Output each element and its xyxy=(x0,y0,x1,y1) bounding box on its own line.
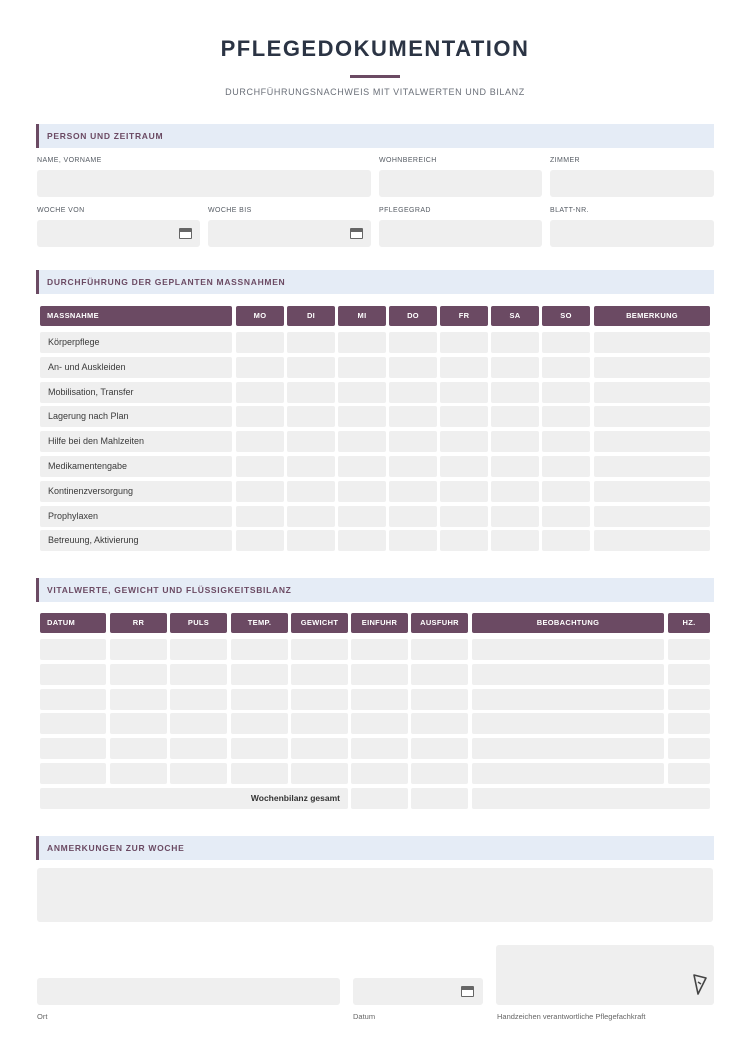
col-header-sa: SA xyxy=(491,306,539,326)
massnahme-cell[interactable] xyxy=(440,406,488,427)
massnahme-cell[interactable] xyxy=(338,456,386,477)
massnahme-name: Körperpflege xyxy=(40,332,232,353)
massnahme-cell[interactable] xyxy=(594,431,710,452)
vital-cell[interactable] xyxy=(231,639,288,660)
vital-cell[interactable] xyxy=(472,713,664,734)
vital-cell[interactable] xyxy=(110,763,167,784)
calendar-icon[interactable] xyxy=(179,228,192,239)
vital-cell[interactable] xyxy=(351,664,408,685)
massnahme-cell[interactable] xyxy=(389,481,437,502)
massnahme-cell[interactable] xyxy=(389,406,437,427)
massnahme-cell[interactable] xyxy=(287,481,335,502)
massnahme-cell[interactable] xyxy=(440,530,488,551)
beobachtung-total-cell[interactable] xyxy=(472,788,710,809)
page-subtitle: DURCHFÜHRUNGSNACHWEIS MIT VITALWERTEN UND BILANZ xyxy=(225,87,525,97)
vital-cell[interactable] xyxy=(411,713,468,734)
vitalwerte-table xyxy=(0,613,750,813)
massnahme-cell[interactable] xyxy=(440,332,488,353)
massnahme-cell[interactable] xyxy=(542,332,590,353)
massnahme-cell[interactable] xyxy=(491,431,539,452)
massnahme-cell[interactable] xyxy=(491,506,539,527)
col-header-beobachtung: BEOBACHTUNG xyxy=(472,613,664,633)
vital-cell[interactable] xyxy=(351,639,408,660)
massnahme-cell[interactable] xyxy=(440,382,488,403)
massnahme-cell[interactable] xyxy=(542,357,590,378)
massnahme-cell[interactable] xyxy=(236,481,284,502)
vital-cell[interactable] xyxy=(170,639,227,660)
massnahme-cell[interactable] xyxy=(236,530,284,551)
section-anmerkungen xyxy=(36,836,714,860)
vital-cell[interactable] xyxy=(668,738,710,759)
massnahme-name: Hilfe bei den Mahlzeiten xyxy=(40,431,232,452)
wochenbilanz-label: Wochenbilanz gesamt xyxy=(40,788,348,809)
vital-cell[interactable] xyxy=(40,763,106,784)
massnahme-cell[interactable] xyxy=(542,530,590,551)
vital-cell[interactable] xyxy=(351,689,408,710)
vital-cell[interactable] xyxy=(472,639,664,660)
anmerkungen-field[interactable] xyxy=(37,868,713,922)
massnahme-cell[interactable] xyxy=(287,506,335,527)
massnahme-cell[interactable] xyxy=(594,456,710,477)
vital-cell[interactable] xyxy=(40,689,106,710)
vital-cell[interactable] xyxy=(291,689,348,710)
vital-cell[interactable] xyxy=(231,689,288,710)
massnahme-cell[interactable] xyxy=(236,431,284,452)
massnahme-cell[interactable] xyxy=(594,382,710,403)
massnahme-cell[interactable] xyxy=(594,481,710,502)
massnahme-cell[interactable] xyxy=(594,357,710,378)
massnahme-cell[interactable] xyxy=(594,332,710,353)
vital-cell[interactable] xyxy=(170,738,227,759)
blatt-field[interactable] xyxy=(550,220,714,247)
massnahme-cell[interactable] xyxy=(491,481,539,502)
woche-bis-field[interactable] xyxy=(208,220,371,247)
massnahme-cell[interactable] xyxy=(236,456,284,477)
vital-cell[interactable] xyxy=(231,664,288,685)
col-header-do: DO xyxy=(389,306,437,326)
vital-cell[interactable] xyxy=(170,763,227,784)
massnahme-cell[interactable] xyxy=(491,456,539,477)
woche-bis-label: WOCHE BIS xyxy=(208,207,252,214)
vital-cell[interactable] xyxy=(110,738,167,759)
col-header-datum: DATUM xyxy=(40,613,106,633)
massnahme-cell[interactable] xyxy=(287,431,335,452)
calendar-icon[interactable] xyxy=(350,228,363,239)
massnahme-cell[interactable] xyxy=(389,456,437,477)
woche-von-label: WOCHE VON xyxy=(37,207,85,214)
col-header-rr: RR xyxy=(110,613,167,633)
massnahme-cell[interactable] xyxy=(491,530,539,551)
blatt-label: BLATT-NR. xyxy=(550,207,589,214)
col-header-temp: TEMP. xyxy=(231,613,288,633)
vital-cell[interactable] xyxy=(668,664,710,685)
col-header-gewicht: GEWICHT xyxy=(291,613,348,633)
massnahme-name: Betreuung, Aktivierung xyxy=(40,530,232,551)
massnahme-cell[interactable] xyxy=(338,481,386,502)
vital-cell[interactable] xyxy=(110,689,167,710)
vital-cell[interactable] xyxy=(110,664,167,685)
massnahme-cell[interactable] xyxy=(338,382,386,403)
vital-cell[interactable] xyxy=(351,713,408,734)
massnahme-cell[interactable] xyxy=(440,456,488,477)
vital-cell[interactable] xyxy=(411,763,468,784)
vital-cell[interactable] xyxy=(110,639,167,660)
vital-cell[interactable] xyxy=(411,689,468,710)
massnahme-cell[interactable] xyxy=(287,357,335,378)
name-label: NAME, VORNAME xyxy=(37,157,102,164)
vital-cell[interactable] xyxy=(40,639,106,660)
col-header-fr: FR xyxy=(440,306,488,326)
massnahme-name: Medikamentengabe xyxy=(40,456,232,477)
col-header-di: DI xyxy=(287,306,335,326)
section-massnahmen xyxy=(36,270,714,294)
vital-cell[interactable] xyxy=(472,738,664,759)
massnahme-cell[interactable] xyxy=(236,357,284,378)
vital-cell[interactable] xyxy=(291,763,348,784)
vital-cell[interactable] xyxy=(668,763,710,784)
massnahme-cell[interactable] xyxy=(440,506,488,527)
massnahme-cell[interactable] xyxy=(542,406,590,427)
massnahme-cell[interactable] xyxy=(287,406,335,427)
section-massnahmen-title: DURCHFÜHRUNG DER GEPLANTEN MASSNAHMEN xyxy=(47,277,286,287)
zimmer-label: ZIMMER xyxy=(550,157,581,164)
vital-cell[interactable] xyxy=(668,689,710,710)
vital-cell[interactable] xyxy=(411,738,468,759)
massnahme-cell[interactable] xyxy=(338,506,386,527)
massnahme-cell[interactable] xyxy=(236,332,284,353)
signature-label: Handzeichen verantwortliche Pflegefachkraft xyxy=(497,1012,646,1021)
massnahme-cell[interactable] xyxy=(338,406,386,427)
massnahme-cell[interactable] xyxy=(491,382,539,403)
massnahme-cell[interactable] xyxy=(287,530,335,551)
section-anmerkungen-title: ANMERKUNGEN ZUR WOCHE xyxy=(47,843,185,853)
datum-field[interactable] xyxy=(353,978,483,1005)
vital-cell[interactable] xyxy=(40,738,106,759)
massnahme-cell[interactable] xyxy=(542,456,590,477)
massnahme-cell[interactable] xyxy=(287,382,335,403)
massnahmen-table xyxy=(0,306,750,556)
vital-cell[interactable] xyxy=(351,738,408,759)
massnahme-cell[interactable] xyxy=(236,506,284,527)
vital-cell[interactable] xyxy=(668,639,710,660)
massnahme-cell[interactable] xyxy=(542,506,590,527)
col-header-so: SO xyxy=(542,306,590,326)
massnahme-cell[interactable] xyxy=(287,332,335,353)
section-person xyxy=(36,124,714,148)
col-header-ausfuhr: AUSFUHR xyxy=(411,613,468,633)
title-underline xyxy=(350,75,400,78)
massnahme-cell[interactable] xyxy=(440,357,488,378)
massnahme-cell[interactable] xyxy=(236,406,284,427)
vital-cell[interactable] xyxy=(351,763,408,784)
ort-label: Ort xyxy=(37,1012,48,1021)
massnahme-cell[interactable] xyxy=(338,332,386,353)
massnahme-cell[interactable] xyxy=(491,332,539,353)
vital-cell[interactable] xyxy=(291,738,348,759)
ausfuhr-total-cell[interactable] xyxy=(411,788,468,809)
massnahme-name: Lagerung nach Plan xyxy=(40,406,232,427)
vital-cell[interactable] xyxy=(411,664,468,685)
vital-cell[interactable] xyxy=(291,664,348,685)
vital-cell[interactable] xyxy=(231,713,288,734)
massnahme-cell[interactable] xyxy=(594,506,710,527)
vital-cell[interactable] xyxy=(231,738,288,759)
wohnbereich-field[interactable] xyxy=(379,170,542,197)
massnahme-cell[interactable] xyxy=(440,431,488,452)
col-header-mi: MI xyxy=(338,306,386,326)
massnahme-cell[interactable] xyxy=(389,506,437,527)
vital-cell[interactable] xyxy=(472,763,664,784)
vital-cell[interactable] xyxy=(40,713,106,734)
col-header-puls: PULS xyxy=(170,613,227,633)
massnahme-cell[interactable] xyxy=(338,357,386,378)
col-header-bemerkung: BEMERKUNG xyxy=(594,306,710,326)
massnahme-cell[interactable] xyxy=(338,530,386,551)
vital-cell[interactable] xyxy=(472,689,664,710)
massnahme-cell[interactable] xyxy=(440,481,488,502)
vital-cell[interactable] xyxy=(170,713,227,734)
massnahme-name: An- und Auskleiden xyxy=(40,357,232,378)
vital-cell[interactable] xyxy=(170,664,227,685)
massnahme-cell[interactable] xyxy=(594,406,710,427)
massnahme-name: Kontinenzversorgung xyxy=(40,481,232,502)
vital-cell[interactable] xyxy=(411,639,468,660)
section-vitalwerte xyxy=(36,578,714,602)
massnahme-cell[interactable] xyxy=(491,406,539,427)
massnahme-cell[interactable] xyxy=(542,481,590,502)
vital-cell[interactable] xyxy=(40,664,106,685)
vital-cell[interactable] xyxy=(291,713,348,734)
zimmer-field[interactable] xyxy=(550,170,714,197)
name-field[interactable] xyxy=(37,170,371,197)
col-header-einfuhr: EINFUHR xyxy=(351,613,408,633)
pen-icon xyxy=(692,974,708,996)
massnahme-cell[interactable] xyxy=(542,431,590,452)
massnahme-cell[interactable] xyxy=(389,332,437,353)
einfuhr-total-cell[interactable] xyxy=(351,788,408,809)
massnahme-cell[interactable] xyxy=(338,431,386,452)
wohnbereich-label: WOHNBEREICH xyxy=(379,157,437,164)
massnahme-cell[interactable] xyxy=(389,431,437,452)
datum-label: Datum xyxy=(353,1012,376,1021)
vital-cell[interactable] xyxy=(291,639,348,660)
massnahme-cell[interactable] xyxy=(389,382,437,403)
signature-field[interactable] xyxy=(496,945,714,1005)
vital-cell[interactable] xyxy=(472,664,664,685)
section-person-title: PERSON UND ZEITRAUM xyxy=(47,131,164,141)
vital-cell[interactable] xyxy=(110,713,167,734)
massnahme-cell[interactable] xyxy=(236,382,284,403)
massnahme-cell[interactable] xyxy=(594,530,710,551)
col-header-massnahme: MASSNAHME xyxy=(40,306,232,326)
massnahme-name: Prophylaxen xyxy=(40,506,232,527)
vital-cell[interactable] xyxy=(170,689,227,710)
massnahme-cell[interactable] xyxy=(542,382,590,403)
pflegegrad-label: PFLEGEGRAD xyxy=(379,207,431,214)
massnahme-cell[interactable] xyxy=(389,357,437,378)
vital-cell[interactable] xyxy=(231,763,288,784)
col-header-mo: MO xyxy=(236,306,284,326)
massnahme-cell[interactable] xyxy=(389,530,437,551)
massnahme-cell[interactable] xyxy=(491,357,539,378)
calendar-icon[interactable] xyxy=(461,986,474,997)
page-title: PFLEGEDOKUMENTATION xyxy=(220,36,530,61)
massnahme-name: Mobilisation, Transfer xyxy=(40,382,232,403)
col-header-hz: HZ. xyxy=(668,613,710,633)
section-vitalwerte-title: VITALWERTE, GEWICHT UND FLÜSSIGKEITSBILANZ xyxy=(47,585,292,595)
ort-field[interactable] xyxy=(37,978,340,1005)
pflegegrad-field[interactable] xyxy=(379,220,542,247)
woche-von-field[interactable] xyxy=(37,220,200,247)
vital-cell[interactable] xyxy=(668,713,710,734)
massnahme-cell[interactable] xyxy=(287,456,335,477)
